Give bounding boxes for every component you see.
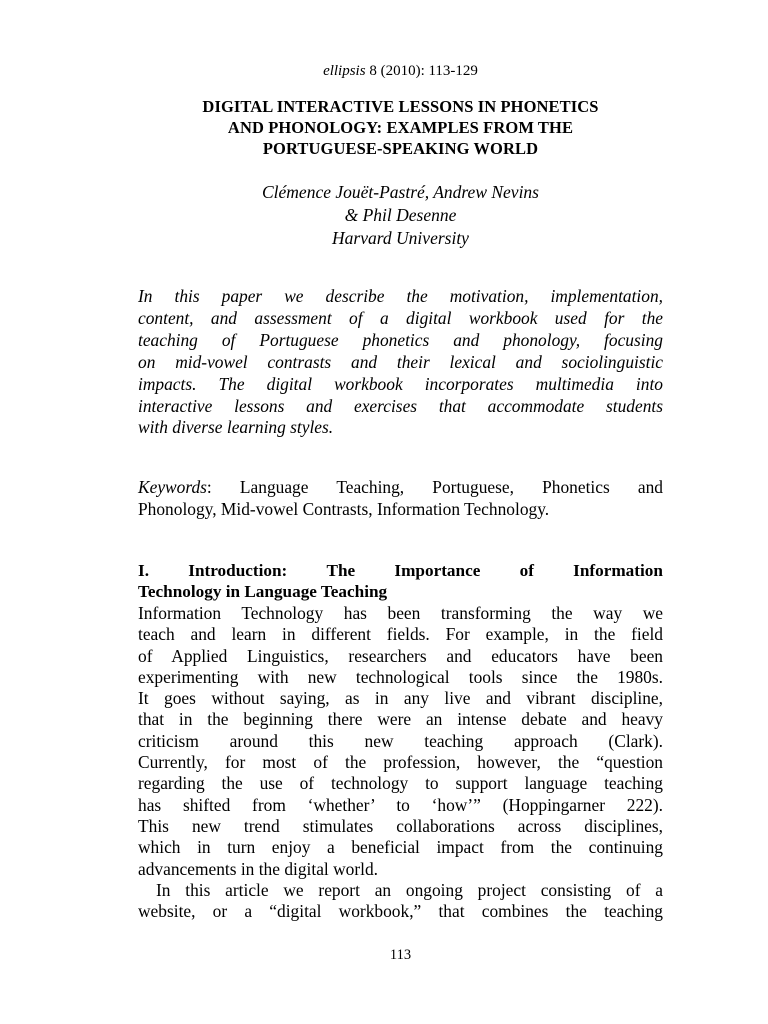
- body-line: has shifted from ‘whether’ to ‘how’” (Hoppingarner 222).: [138, 794, 663, 815]
- keywords-label: Keywords: [138, 477, 207, 497]
- title-line: PORTUGUESE-SPEAKING WORLD: [262, 139, 539, 158]
- body-line: that in the beginning there were an intense debate and heavy: [138, 709, 663, 730]
- abstract-line: with diverse learning styles.: [138, 417, 334, 438]
- keywords-list: : Language Teaching, Portuguese, Phonetics and: [206, 477, 663, 497]
- section-heading-line: [138, 561, 663, 582]
- heading-word: The: [326, 561, 356, 580]
- body-line: experimenting with new technological tools since the 1980s.: [138, 666, 663, 687]
- heading-word: I.: [138, 561, 149, 580]
- keywords-line: Phonology, Mid-vowel Contrasts, Information Technology.: [138, 499, 550, 519]
- journal-volume-pages: 8 (2010): 113-129: [365, 63, 478, 79]
- body-line: criticism around this new teaching approach (Clark).: [138, 730, 663, 751]
- keywords-block: [138, 476, 663, 520]
- body-line: website, or a “digital workbook,” that combines the teaching: [138, 901, 663, 922]
- section-heading: [138, 561, 663, 602]
- abstract: [138, 286, 663, 439]
- abstract-line: interactive lessons and exercises that accommodate students: [138, 395, 663, 416]
- body-line: which in turn enjoy a beneficial impact from the continuing: [138, 837, 663, 858]
- author-block: [138, 181, 663, 250]
- body-line: regarding the use of technology to support language teaching: [138, 773, 663, 794]
- author-names: Clémence Jouët-Pastré, Andrew Nevins: [261, 182, 539, 202]
- section-heading-line: Technology in Language Teaching: [138, 581, 388, 601]
- body-line: Information Technology has been transforming the way we: [138, 603, 663, 623]
- body-line: This new trend stimulates collaborations across disciplines,: [138, 815, 663, 836]
- heading-word: of: [519, 561, 534, 580]
- body-line: teach and learn in different fields. For example, in the field: [138, 624, 663, 645]
- heading-word: Introduction:: [188, 561, 288, 580]
- abstract-line: content, and assessment of a digital workbook used for the: [138, 307, 663, 328]
- abstract-line: teaching of Portuguese phonetics and phonology, focusing: [138, 329, 663, 350]
- paper-title: [138, 96, 663, 159]
- body-line: of Applied Linguistics, researchers and educators have been: [138, 645, 663, 666]
- journal-name: ellipsis: [323, 63, 366, 79]
- body-line: In this article we report an ongoing project consisting of a: [156, 879, 663, 900]
- title-line: AND PHONOLOGY: EXAMPLES FROM THE: [227, 118, 574, 137]
- heading-word: Information: [573, 561, 663, 580]
- body-line: advancements in the digital world.: [138, 858, 379, 879]
- document-page: [138, 0, 663, 1024]
- body-text: [138, 603, 663, 922]
- body-line: It goes without saying, as in any live and vibrant discipline,: [138, 688, 663, 709]
- affiliation: Harvard University: [332, 228, 469, 248]
- abstract-line: In this paper we describe the motivation, implementation,: [138, 286, 663, 306]
- abstract-line: impacts. The digital workbook incorporates multimedia into: [138, 373, 663, 394]
- abstract-line: on mid-vowel contrasts and their lexical and sociolinguistic: [138, 351, 663, 372]
- author-names-continued: & Phil Desenne: [344, 205, 457, 225]
- journal-reference: [138, 62, 663, 80]
- keywords-line: [138, 476, 663, 498]
- body-line: Currently, for most of the profession, however, the “question: [138, 752, 663, 773]
- heading-word: Importance: [394, 561, 481, 580]
- title-line: DIGITAL INTERACTIVE LESSONS IN PHONETICS: [202, 97, 599, 116]
- page-number: 113: [389, 947, 412, 963]
